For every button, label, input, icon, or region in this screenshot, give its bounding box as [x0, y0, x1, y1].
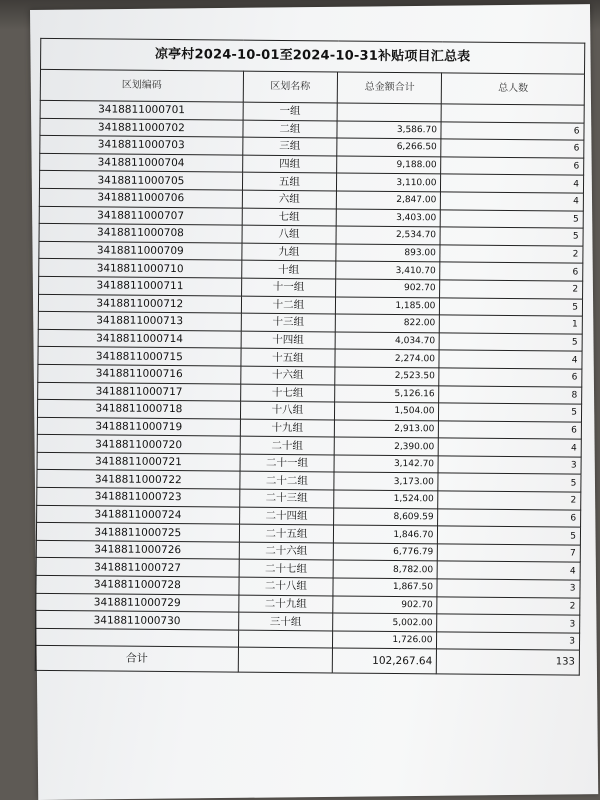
column-header-code: 区划编码	[40, 69, 243, 102]
row-name: 十四组	[241, 331, 335, 349]
row-name: 一组	[243, 102, 337, 120]
row-people: 6	[438, 509, 581, 528]
row-code: 3418811000724	[37, 505, 240, 524]
row-amount: 6,266.50	[337, 138, 442, 157]
row-code: 3418811000727	[36, 558, 239, 577]
row-people: 6	[441, 157, 584, 176]
row-name: 十二组	[241, 296, 335, 314]
row-code: 3418811000723	[37, 487, 240, 506]
row-people: 2	[438, 491, 581, 510]
row-amount: 3,173.00	[334, 472, 439, 491]
total-row	[35, 646, 579, 676]
row-code: 3418811000726	[36, 540, 239, 559]
row-name: 二十六组	[239, 542, 333, 560]
row-amount: 5,126.16	[335, 384, 440, 403]
row-people	[442, 104, 585, 123]
row-amount: 2,274.00	[335, 349, 440, 368]
row-people: 4	[441, 174, 584, 193]
row-name: 十九组	[240, 419, 334, 437]
row-code: 3418811000703	[40, 136, 243, 155]
row-amount: 2,913.00	[334, 420, 439, 439]
row-name: 二十七组	[239, 560, 333, 578]
row-amount: 1,504.00	[335, 402, 440, 421]
row-code: 3418811000730	[36, 611, 239, 630]
row-amount: 902.70	[336, 279, 441, 298]
row-people: 5	[439, 403, 582, 422]
row-people: 2	[440, 245, 583, 264]
row-name: 二十组	[240, 436, 334, 454]
row-amount: 8,782.00	[333, 560, 438, 579]
extra-code	[35, 628, 238, 647]
row-people: 8	[439, 385, 582, 404]
row-code: 3418811000725	[36, 523, 239, 542]
row-name: 六组	[242, 190, 336, 208]
row-name: 十三组	[241, 313, 335, 331]
row-people: 7	[438, 544, 581, 563]
row-code: 3418811000714	[38, 329, 241, 348]
row-code: 3418811000721	[37, 452, 240, 471]
row-amount: 9,188.00	[337, 156, 442, 175]
row-name: 八组	[242, 225, 336, 243]
row-code: 3418811000729	[36, 593, 239, 612]
row-name: 二十八组	[239, 577, 333, 595]
table-header-row	[40, 69, 584, 105]
table-title: 凉亭村2024-10-01至2024-10-31补贴项目汇总表	[41, 38, 585, 74]
table-body	[35, 100, 584, 650]
row-people: 4	[441, 192, 584, 211]
row-people: 1	[440, 315, 583, 334]
row-amount: 3,410.70	[336, 261, 441, 280]
row-amount: 5,002.00	[333, 613, 438, 632]
row-amount: 6,776.79	[333, 543, 438, 562]
row-people: 5	[438, 473, 581, 492]
row-amount: 1,867.50	[333, 578, 438, 597]
total-label: 合计	[35, 646, 238, 673]
summary-table	[35, 38, 586, 676]
row-code: 3418811000720	[37, 435, 240, 454]
row-people: 2	[440, 280, 583, 299]
row-amount: 2,390.00	[334, 437, 439, 456]
row-name: 二十三组	[239, 489, 333, 507]
extra-name	[238, 630, 332, 648]
row-name: 十八组	[240, 401, 334, 419]
row-name: 七组	[242, 208, 336, 226]
row-code: 3418811000705	[39, 171, 242, 190]
row-people: 4	[439, 438, 582, 457]
extra-people: 3	[437, 632, 580, 651]
row-people: 3	[437, 579, 580, 598]
row-code: 3418811000706	[39, 188, 242, 207]
row-amount: 4,034.70	[335, 332, 440, 351]
total-people: 133	[437, 649, 580, 675]
row-people: 3	[438, 456, 581, 475]
row-code: 3418811000712	[38, 294, 241, 313]
row-code: 3418811000716	[38, 364, 241, 383]
paper-sheet	[30, 4, 598, 800]
row-amount: 2,847.00	[336, 191, 441, 210]
row-people: 4	[439, 350, 582, 369]
row-amount: 3,110.00	[337, 173, 442, 192]
row-amount	[337, 103, 442, 122]
total-empty-cell	[238, 648, 333, 674]
row-name: 二十二组	[240, 472, 334, 490]
row-amount: 902.70	[333, 596, 438, 615]
row-code: 3418811000718	[37, 399, 240, 418]
row-name: 四组	[242, 155, 336, 173]
summary-table-container	[35, 38, 586, 676]
row-amount: 1,185.00	[335, 297, 440, 316]
row-name: 十五组	[241, 348, 335, 366]
row-code: 3418811000704	[40, 153, 243, 172]
row-people: 5	[440, 227, 583, 246]
column-header-name: 区划名称	[243, 71, 338, 103]
row-people: 5	[440, 297, 583, 316]
column-header-amount: 总金额合计	[337, 72, 442, 104]
row-code: 3418811000713	[38, 312, 241, 331]
row-people: 4	[438, 561, 581, 580]
row-people: 6	[440, 262, 583, 281]
row-people: 5	[438, 526, 581, 545]
row-amount: 1,846.70	[333, 525, 438, 544]
row-amount: 3,403.00	[336, 209, 441, 228]
row-name: 二十九组	[239, 595, 333, 613]
row-code: 3418811000701	[40, 100, 243, 119]
row-amount: 2,534.70	[336, 226, 441, 245]
row-people: 3	[437, 614, 580, 633]
row-code: 3418811000717	[38, 382, 241, 401]
row-code: 3418811000719	[37, 417, 240, 436]
row-code: 3418811000715	[38, 347, 241, 366]
row-people: 2	[437, 597, 580, 616]
row-people: 6	[439, 368, 582, 387]
row-name: 二十一组	[240, 454, 334, 472]
row-name: 十组	[241, 261, 335, 279]
row-people: 5	[440, 333, 583, 352]
row-code: 3418811000709	[39, 241, 242, 260]
row-code: 3418811000707	[39, 206, 242, 225]
row-amount: 822.00	[335, 314, 440, 333]
row-code: 3418811000702	[40, 118, 243, 137]
row-name: 十一组	[241, 278, 335, 296]
row-code: 3418811000710	[39, 259, 242, 278]
extra-amount: 1,726.00	[333, 631, 438, 650]
row-code: 3418811000722	[37, 470, 240, 489]
row-name: 九组	[242, 243, 336, 261]
row-people: 6	[441, 139, 584, 158]
row-code: 3418811000728	[36, 575, 239, 594]
row-people: 6	[439, 421, 582, 440]
row-name: 三组	[243, 137, 337, 155]
row-name: 三十组	[238, 612, 332, 630]
row-code: 3418811000711	[39, 276, 242, 295]
row-name: 五组	[242, 173, 336, 191]
row-amount: 1,524.00	[334, 490, 439, 509]
row-amount: 3,586.70	[337, 121, 442, 140]
row-name: 十六组	[241, 366, 335, 384]
row-amount: 893.00	[336, 244, 441, 263]
row-people: 6	[441, 121, 584, 140]
total-amount: 102,267.64	[332, 648, 437, 674]
row-name: 二十五组	[239, 524, 333, 542]
row-name: 二十四组	[239, 507, 333, 525]
row-amount: 3,142.70	[334, 455, 439, 474]
column-header-count: 总人数	[442, 73, 585, 105]
row-amount: 8,609.59	[334, 508, 439, 527]
row-amount: 2,523.50	[335, 367, 440, 386]
row-name: 二组	[243, 120, 337, 138]
row-code: 3418811000708	[39, 224, 242, 243]
row-people: 5	[441, 209, 584, 228]
row-name: 十七组	[240, 384, 334, 402]
